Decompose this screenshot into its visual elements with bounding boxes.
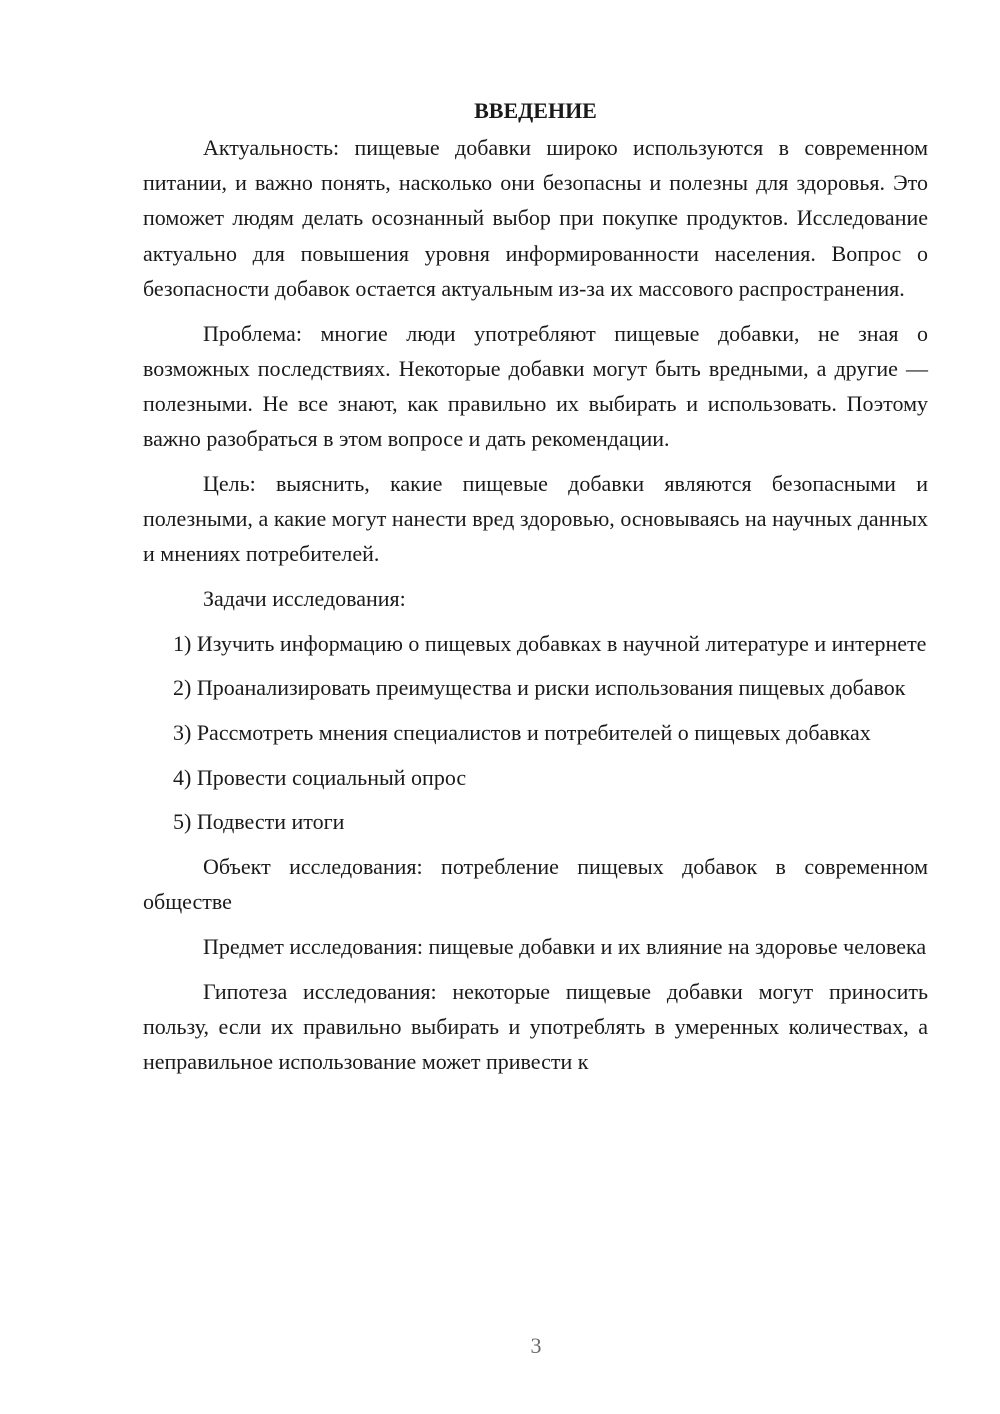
task-item: 2) Проанализировать преимущества и риски использования пищевых добавок bbox=[173, 675, 906, 701]
page-content bbox=[143, 96, 928, 1089]
subject-paragraph: Предмет исследования: пищевые добавки и их влияние на здоровье человека bbox=[203, 934, 927, 960]
task-item: 4) Провести социальный опрос bbox=[173, 764, 467, 790]
problem-paragraph: Проблема: многие люди употребляют пищевые добавки, не зная о возможных последствиях. Некоторые добавки могут быть вредными, а другие — полезными. Не все знают, как правильно их выбирать и использовать. Поэтому важно разобраться в этом вопросе и дать рекомендации. bbox=[143, 320, 928, 452]
tasks-title: Задачи исследования: bbox=[203, 585, 406, 611]
task-item: 5) Подвести итоги bbox=[173, 809, 345, 835]
task-item: 1) Изучить информацию о пищевых добавках в научной литературе и интернете bbox=[173, 630, 927, 656]
section-heading: ВВЕДЕНИЕ bbox=[474, 98, 597, 123]
goal-paragraph: Цель: выяснить, какие пищевые добавки являются безопасными и полезными, а какие могут нанести вред здоровью, основываясь на научных данных и мнениях потребителей. bbox=[143, 470, 928, 567]
object-paragraph: Объект исследования: потребление пищевых добавок в современном обществе bbox=[143, 854, 928, 915]
page-number: 3 bbox=[530, 1333, 542, 1358]
task-item: 3) Рассмотреть мнения специалистов и потребителей о пищевых добавках bbox=[173, 720, 871, 746]
relevance-paragraph: Актуальность: пищевые добавки широко используются в современном питании, и важно понять, насколько они безопасны и полезны для здоровья. Это поможет людям делать осознанный выбор при покупке продуктов. Исследование актуально для повышения уровня информированности населения. Вопрос о безопасности добавок остается актуальным из-за их массового распространения. bbox=[143, 135, 928, 301]
hypothesis-paragraph: Гипотеза исследования: некоторые пищевые добавки могут приносить пользу, если их правильно выбирать и употреблять в умеренных количествах, а неправильное использование может привести к bbox=[143, 978, 928, 1075]
